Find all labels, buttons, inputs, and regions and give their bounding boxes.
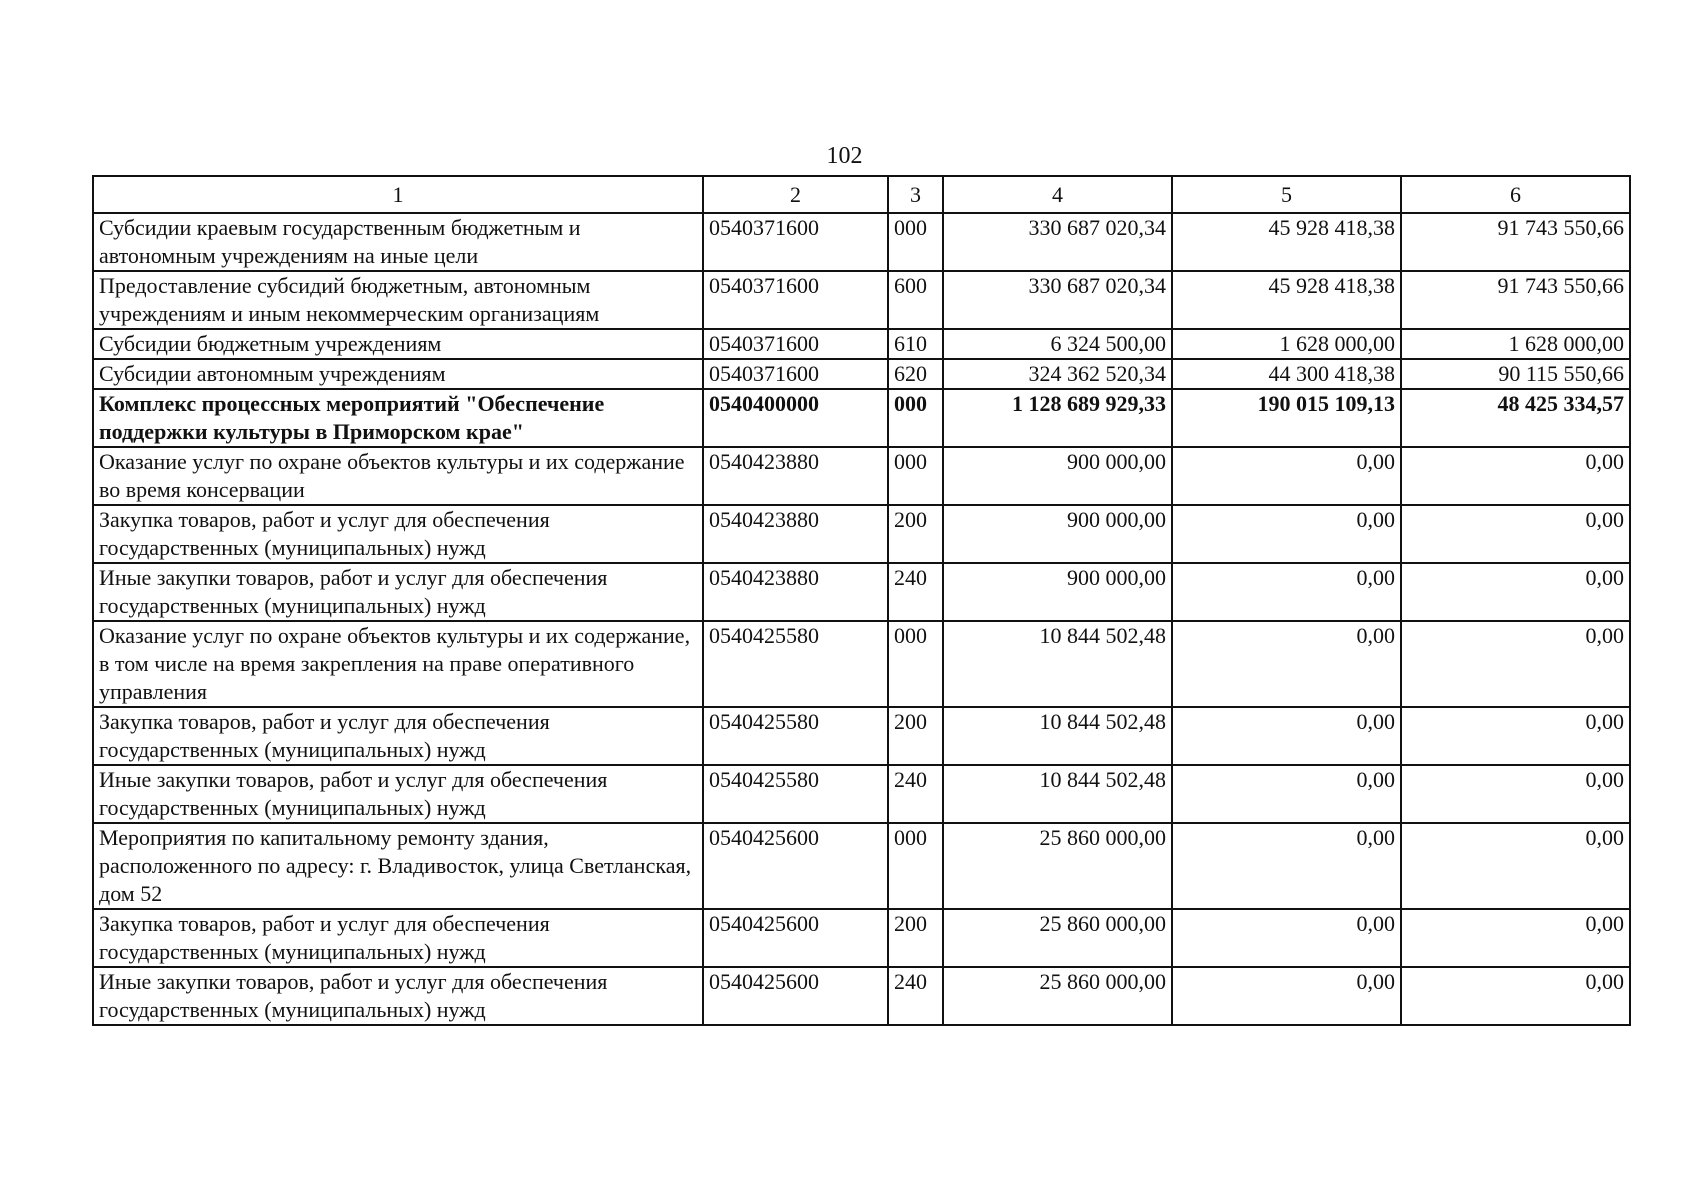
row-value-col4-cell: 900 000,00 bbox=[943, 505, 1172, 563]
table-row bbox=[93, 707, 1630, 765]
row-value-col5-cell: 0,00 bbox=[1172, 563, 1401, 621]
table-row bbox=[93, 505, 1630, 563]
row-value-col6-cell: 91 743 550,66 bbox=[1401, 271, 1630, 329]
row-name-cell: Субсидии бюджетным учреждениям bbox=[93, 329, 703, 359]
row-value-col6-cell: 0,00 bbox=[1401, 563, 1630, 621]
row-value-col6-cell: 0,00 bbox=[1401, 823, 1630, 909]
row-name-cell: Иные закупки товаров, работ и услуг для обеспечения государственных (муниципальных) нужд bbox=[93, 967, 703, 1025]
row-code-cell: 0540371600 bbox=[703, 213, 888, 271]
table-row bbox=[93, 359, 1630, 389]
table-row bbox=[93, 447, 1630, 505]
header-row bbox=[93, 176, 1630, 213]
row-code-cell: 0540425600 bbox=[703, 967, 888, 1025]
row-value-col5-cell: 45 928 418,38 bbox=[1172, 213, 1401, 271]
column-header-2: 2 bbox=[703, 176, 888, 213]
row-type-cell: 000 bbox=[888, 389, 943, 447]
row-code-cell: 0540423880 bbox=[703, 447, 888, 505]
row-value-col4-cell: 6 324 500,00 bbox=[943, 329, 1172, 359]
row-value-col4-cell: 10 844 502,48 bbox=[943, 707, 1172, 765]
table-header bbox=[93, 176, 1630, 213]
row-value-col6-cell: 0,00 bbox=[1401, 447, 1630, 505]
row-value-col4-cell: 330 687 020,34 bbox=[943, 271, 1172, 329]
row-name-cell: Иные закупки товаров, работ и услуг для обеспечения государственных (муниципальных) нужд bbox=[93, 765, 703, 823]
table-row bbox=[93, 967, 1630, 1025]
row-value-col5-cell: 0,00 bbox=[1172, 707, 1401, 765]
table-row bbox=[93, 563, 1630, 621]
row-value-col5-cell: 0,00 bbox=[1172, 447, 1401, 505]
column-header-1: 1 bbox=[93, 176, 703, 213]
row-value-col4-cell: 10 844 502,48 bbox=[943, 765, 1172, 823]
row-value-col6-cell: 48 425 334,57 bbox=[1401, 389, 1630, 447]
table-body bbox=[93, 213, 1630, 1025]
row-type-cell: 610 bbox=[888, 329, 943, 359]
table-row bbox=[93, 389, 1630, 447]
row-value-col5-cell: 45 928 418,38 bbox=[1172, 271, 1401, 329]
row-type-cell: 240 bbox=[888, 563, 943, 621]
row-name-cell: Иные закупки товаров, работ и услуг для обеспечения государственных (муниципальных) нужд bbox=[93, 563, 703, 621]
column-header-3: 3 bbox=[888, 176, 943, 213]
row-value-col5-cell: 1 628 000,00 bbox=[1172, 329, 1401, 359]
row-code-cell: 0540400000 bbox=[703, 389, 888, 447]
row-type-cell: 600 bbox=[888, 271, 943, 329]
row-type-cell: 000 bbox=[888, 823, 943, 909]
row-value-col6-cell: 0,00 bbox=[1401, 909, 1630, 967]
row-value-col6-cell: 90 115 550,66 bbox=[1401, 359, 1630, 389]
row-value-col4-cell: 330 687 020,34 bbox=[943, 213, 1172, 271]
column-header-6: 6 bbox=[1401, 176, 1630, 213]
row-code-cell: 0540371600 bbox=[703, 359, 888, 389]
row-name-cell: Мероприятия по капитальному ремонту здания, расположенного по адресу: г. Владивосток, улица Светланская, дом 52 bbox=[93, 823, 703, 909]
row-type-cell: 000 bbox=[888, 213, 943, 271]
row-type-cell: 240 bbox=[888, 967, 943, 1025]
row-value-col5-cell: 0,00 bbox=[1172, 621, 1401, 707]
row-value-col5-cell: 0,00 bbox=[1172, 505, 1401, 563]
row-value-col6-cell: 0,00 bbox=[1401, 505, 1630, 563]
row-code-cell: 0540423880 bbox=[703, 505, 888, 563]
row-value-col4-cell: 25 860 000,00 bbox=[943, 967, 1172, 1025]
row-value-col5-cell: 44 300 418,38 bbox=[1172, 359, 1401, 389]
table-row bbox=[93, 823, 1630, 909]
row-type-cell: 200 bbox=[888, 505, 943, 563]
row-code-cell: 0540425600 bbox=[703, 909, 888, 967]
table-row bbox=[93, 271, 1630, 329]
row-value-col6-cell: 0,00 bbox=[1401, 707, 1630, 765]
row-value-col6-cell: 91 743 550,66 bbox=[1401, 213, 1630, 271]
row-value-col5-cell: 190 015 109,13 bbox=[1172, 389, 1401, 447]
row-value-col4-cell: 1 128 689 929,33 bbox=[943, 389, 1172, 447]
row-value-col5-cell: 0,00 bbox=[1172, 823, 1401, 909]
row-type-cell: 620 bbox=[888, 359, 943, 389]
row-value-col4-cell: 900 000,00 bbox=[943, 447, 1172, 505]
row-code-cell: 0540371600 bbox=[703, 271, 888, 329]
row-name-cell: Закупка товаров, работ и услуг для обеспечения государственных (муниципальных) нужд bbox=[93, 909, 703, 967]
row-value-col6-cell: 0,00 bbox=[1401, 765, 1630, 823]
row-type-cell: 000 bbox=[888, 621, 943, 707]
row-code-cell: 0540371600 bbox=[703, 329, 888, 359]
row-type-cell: 240 bbox=[888, 765, 943, 823]
row-value-col4-cell: 25 860 000,00 bbox=[943, 823, 1172, 909]
row-value-col6-cell: 0,00 bbox=[1401, 621, 1630, 707]
table-row bbox=[93, 329, 1630, 359]
table-row bbox=[93, 621, 1630, 707]
row-value-col6-cell: 1 628 000,00 bbox=[1401, 329, 1630, 359]
row-name-cell: Закупка товаров, работ и услуг для обеспечения государственных (муниципальных) нужд bbox=[93, 505, 703, 563]
row-value-col5-cell: 0,00 bbox=[1172, 967, 1401, 1025]
row-value-col6-cell: 0,00 bbox=[1401, 967, 1630, 1025]
row-code-cell: 0540425580 bbox=[703, 707, 888, 765]
page-number: 102 bbox=[826, 143, 863, 169]
row-name-cell: Оказание услуг по охране объектов культуры и их содержание во время консервации bbox=[93, 447, 703, 505]
row-code-cell: 0540425580 bbox=[703, 621, 888, 707]
row-name-cell: Оказание услуг по охране объектов культуры и их содержание, в том числе на время закрепления на праве оперативного управления bbox=[93, 621, 703, 707]
row-value-col5-cell: 0,00 bbox=[1172, 909, 1401, 967]
row-type-cell: 000 bbox=[888, 447, 943, 505]
row-type-cell: 200 bbox=[888, 909, 943, 967]
table-row bbox=[93, 213, 1630, 271]
column-header-4: 4 bbox=[943, 176, 1172, 213]
row-name-cell: Субсидии автономным учреждениям bbox=[93, 359, 703, 389]
row-name-cell: Предоставление субсидий бюджетным, автономным учреждениям и иным некоммерческим организациям bbox=[93, 271, 703, 329]
row-code-cell: 0540423880 bbox=[703, 563, 888, 621]
row-name-cell: Субсидии краевым государственным бюджетным и автономным учреждениям на иные цели bbox=[93, 213, 703, 271]
row-value-col4-cell: 324 362 520,34 bbox=[943, 359, 1172, 389]
row-value-col5-cell: 0,00 bbox=[1172, 765, 1401, 823]
row-value-col4-cell: 25 860 000,00 bbox=[943, 909, 1172, 967]
row-name-cell: Закупка товаров, работ и услуг для обеспечения государственных (муниципальных) нужд bbox=[93, 707, 703, 765]
row-value-col4-cell: 10 844 502,48 bbox=[943, 621, 1172, 707]
row-name-cell: Комплекс процессных мероприятий "Обеспечение поддержки культуры в Приморском крае" bbox=[93, 389, 703, 447]
column-header-5: 5 bbox=[1172, 176, 1401, 213]
row-value-col4-cell: 900 000,00 bbox=[943, 563, 1172, 621]
row-code-cell: 0540425580 bbox=[703, 765, 888, 823]
budget-table bbox=[92, 175, 1631, 1026]
row-type-cell: 200 bbox=[888, 707, 943, 765]
table-row bbox=[93, 909, 1630, 967]
table-row bbox=[93, 765, 1630, 823]
row-code-cell: 0540425600 bbox=[703, 823, 888, 909]
